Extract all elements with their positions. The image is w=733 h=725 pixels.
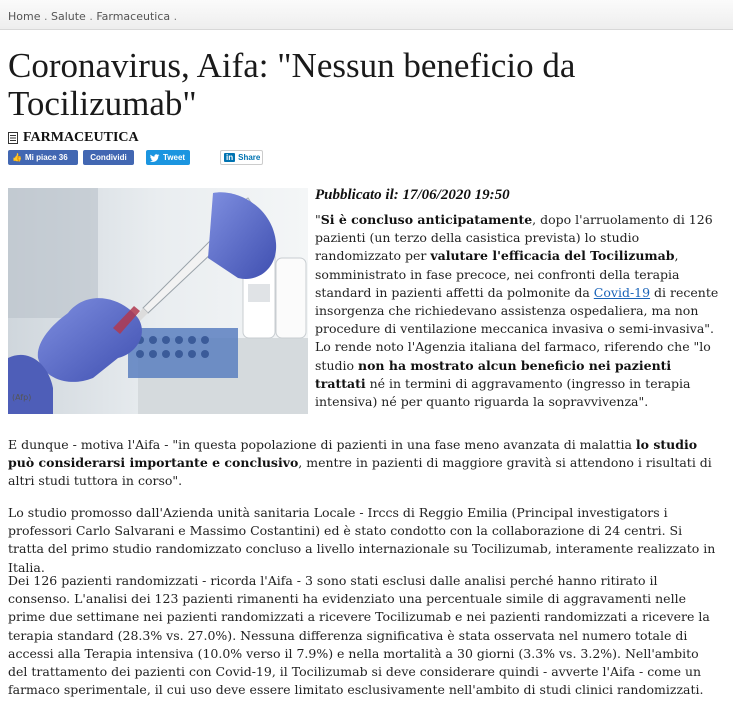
- facebook-like-button[interactable]: [8, 150, 78, 165]
- photo-caption: (Afp): [12, 393, 32, 402]
- article-paragraph-3: Dei 126 pazienti randomizzati - ricorda l'Aifa - 3 sono stati esclusi dalle analisi perché hanno ritirato il consenso. L'analisi dei 123 pazienti rimanenti ha evidenziato una percentuale simile di aggravamenti nelle prime due settimane nei pazienti randomizzati a ricevere Tocilizumab e nei pazienti randomizzati a ricevere la terapia standard (28.3% vs. 27.0%). Nessuna differenza significativa è stata osservata nel numero totale di accessi alla Terapia intensiva (10.0% verso il 7.9%) e nella mortalità a 30 giorni (3.3% vs. 3.2%). Nell'ambito del trattamento dei pazienti con Covid-19, il Tocilizumab si deve considerare quindi - avverte l'Aifa - come un farmaco sperimentale, il cui uso deve essere limitato esclusivamente nell'ambito di studi clinici randomizzati.: [8, 573, 710, 698]
- article-paragraph-2: Lo studio promosso dall'Azienda unità sanitaria Locale - Irccs di Reggio Emilia (Principal investigators i professori Carlo Salvarani e Massimo Costantini) ed è stato condotto con la collaborazione di 24 centri. Si tratta del primo studio randomizzato concluso a livello internazionale su Tocilizumab, interamente realizzato in Italia.: [8, 505, 716, 575]
- breadcrumb-home[interactable]: Home: [8, 10, 41, 23]
- breadcrumb-separator: .: [89, 10, 93, 23]
- lead-bold: valutare l'efficacia del Tocilizumab: [430, 248, 675, 264]
- tweet-label: Tweet: [163, 153, 186, 162]
- lead-text: di recente insorgenza che richiedevano assistenza ospedaliera, ma non procedure di ventilazione meccanica invasiva o semi-invasiva". Lo rende noto l'Agenzia italiana del farmaco, riferendo che "lo studio: [315, 284, 719, 373]
- linkedin-icon: in: [226, 153, 234, 162]
- breadcrumb: [8, 10, 177, 23]
- linkedin-share-label: Share: [238, 153, 261, 162]
- lead-text: né in termini di aggravamento (ingresso in terapia intensiva) né per quanto riguarda la sopravvivenza".: [315, 375, 691, 410]
- document-icon: [8, 132, 18, 144]
- lead-text: , dopo l'arruolamento di 126 pazienti (un terzo della casistica prevista) lo studio randomizzato per: [315, 212, 713, 264]
- tweet-button[interactable]: [146, 150, 190, 165]
- lab-pipette-illustration: [8, 188, 308, 414]
- breadcrumb-separator: .: [43, 10, 48, 23]
- article-photo: [8, 188, 308, 414]
- facebook-like-label: Mi piace 36: [24, 153, 68, 162]
- published-label: Pubblicato il:: [315, 187, 399, 203]
- published-value: 17/06/2020 19:50: [402, 187, 510, 203]
- lead-bold: Si è concluso anticipatamente: [320, 212, 533, 227]
- article-title: Coronavirus, Aifa: "Nessun beneficio da Tocilizumab": [8, 46, 576, 123]
- breadcrumb-salute[interactable]: Salute: [50, 10, 86, 23]
- thumbs-up-icon: 👍: [12, 153, 22, 162]
- category-label: FARMACEUTICA: [23, 130, 139, 145]
- publication-date: [315, 187, 510, 204]
- breadcrumb-farmaceutica[interactable]: Farmaceutica: [96, 10, 171, 23]
- facebook-share-label: Condividi: [90, 153, 127, 162]
- twitter-bird-icon: [150, 154, 160, 162]
- article-category[interactable]: [8, 130, 139, 146]
- linkedin-share-button[interactable]: [220, 150, 263, 165]
- lead-text: ": [315, 212, 321, 227]
- paragraph-bold: lo studio può considerarsi importante e conclusivo: [8, 437, 698, 471]
- article-lead: [315, 211, 720, 411]
- lead-text: , somministrato in fase precoce, nei confronti della terapia standard in pazienti affetti da polmonite da: [315, 248, 680, 300]
- breadcrumb-bar: [0, 0, 733, 30]
- covid-19-link[interactable]: Covid-19: [593, 284, 651, 300]
- paragraph-text: E dunque - motiva l'Aifa - "in questa popolazione di pazienti in una fase meno avanzata di malattia: [8, 437, 636, 452]
- paragraph-text: , mentre in pazienti di maggiore gravità si attendono i risultati di altri studi tuttora in corso".: [8, 455, 712, 489]
- facebook-share-button[interactable]: [83, 150, 134, 165]
- breadcrumb-separator: .: [173, 10, 178, 23]
- article-paragraph-1: [8, 436, 720, 491]
- lead-bold: non ha mostrato alcun beneficio nei pazienti trattati: [315, 357, 672, 391]
